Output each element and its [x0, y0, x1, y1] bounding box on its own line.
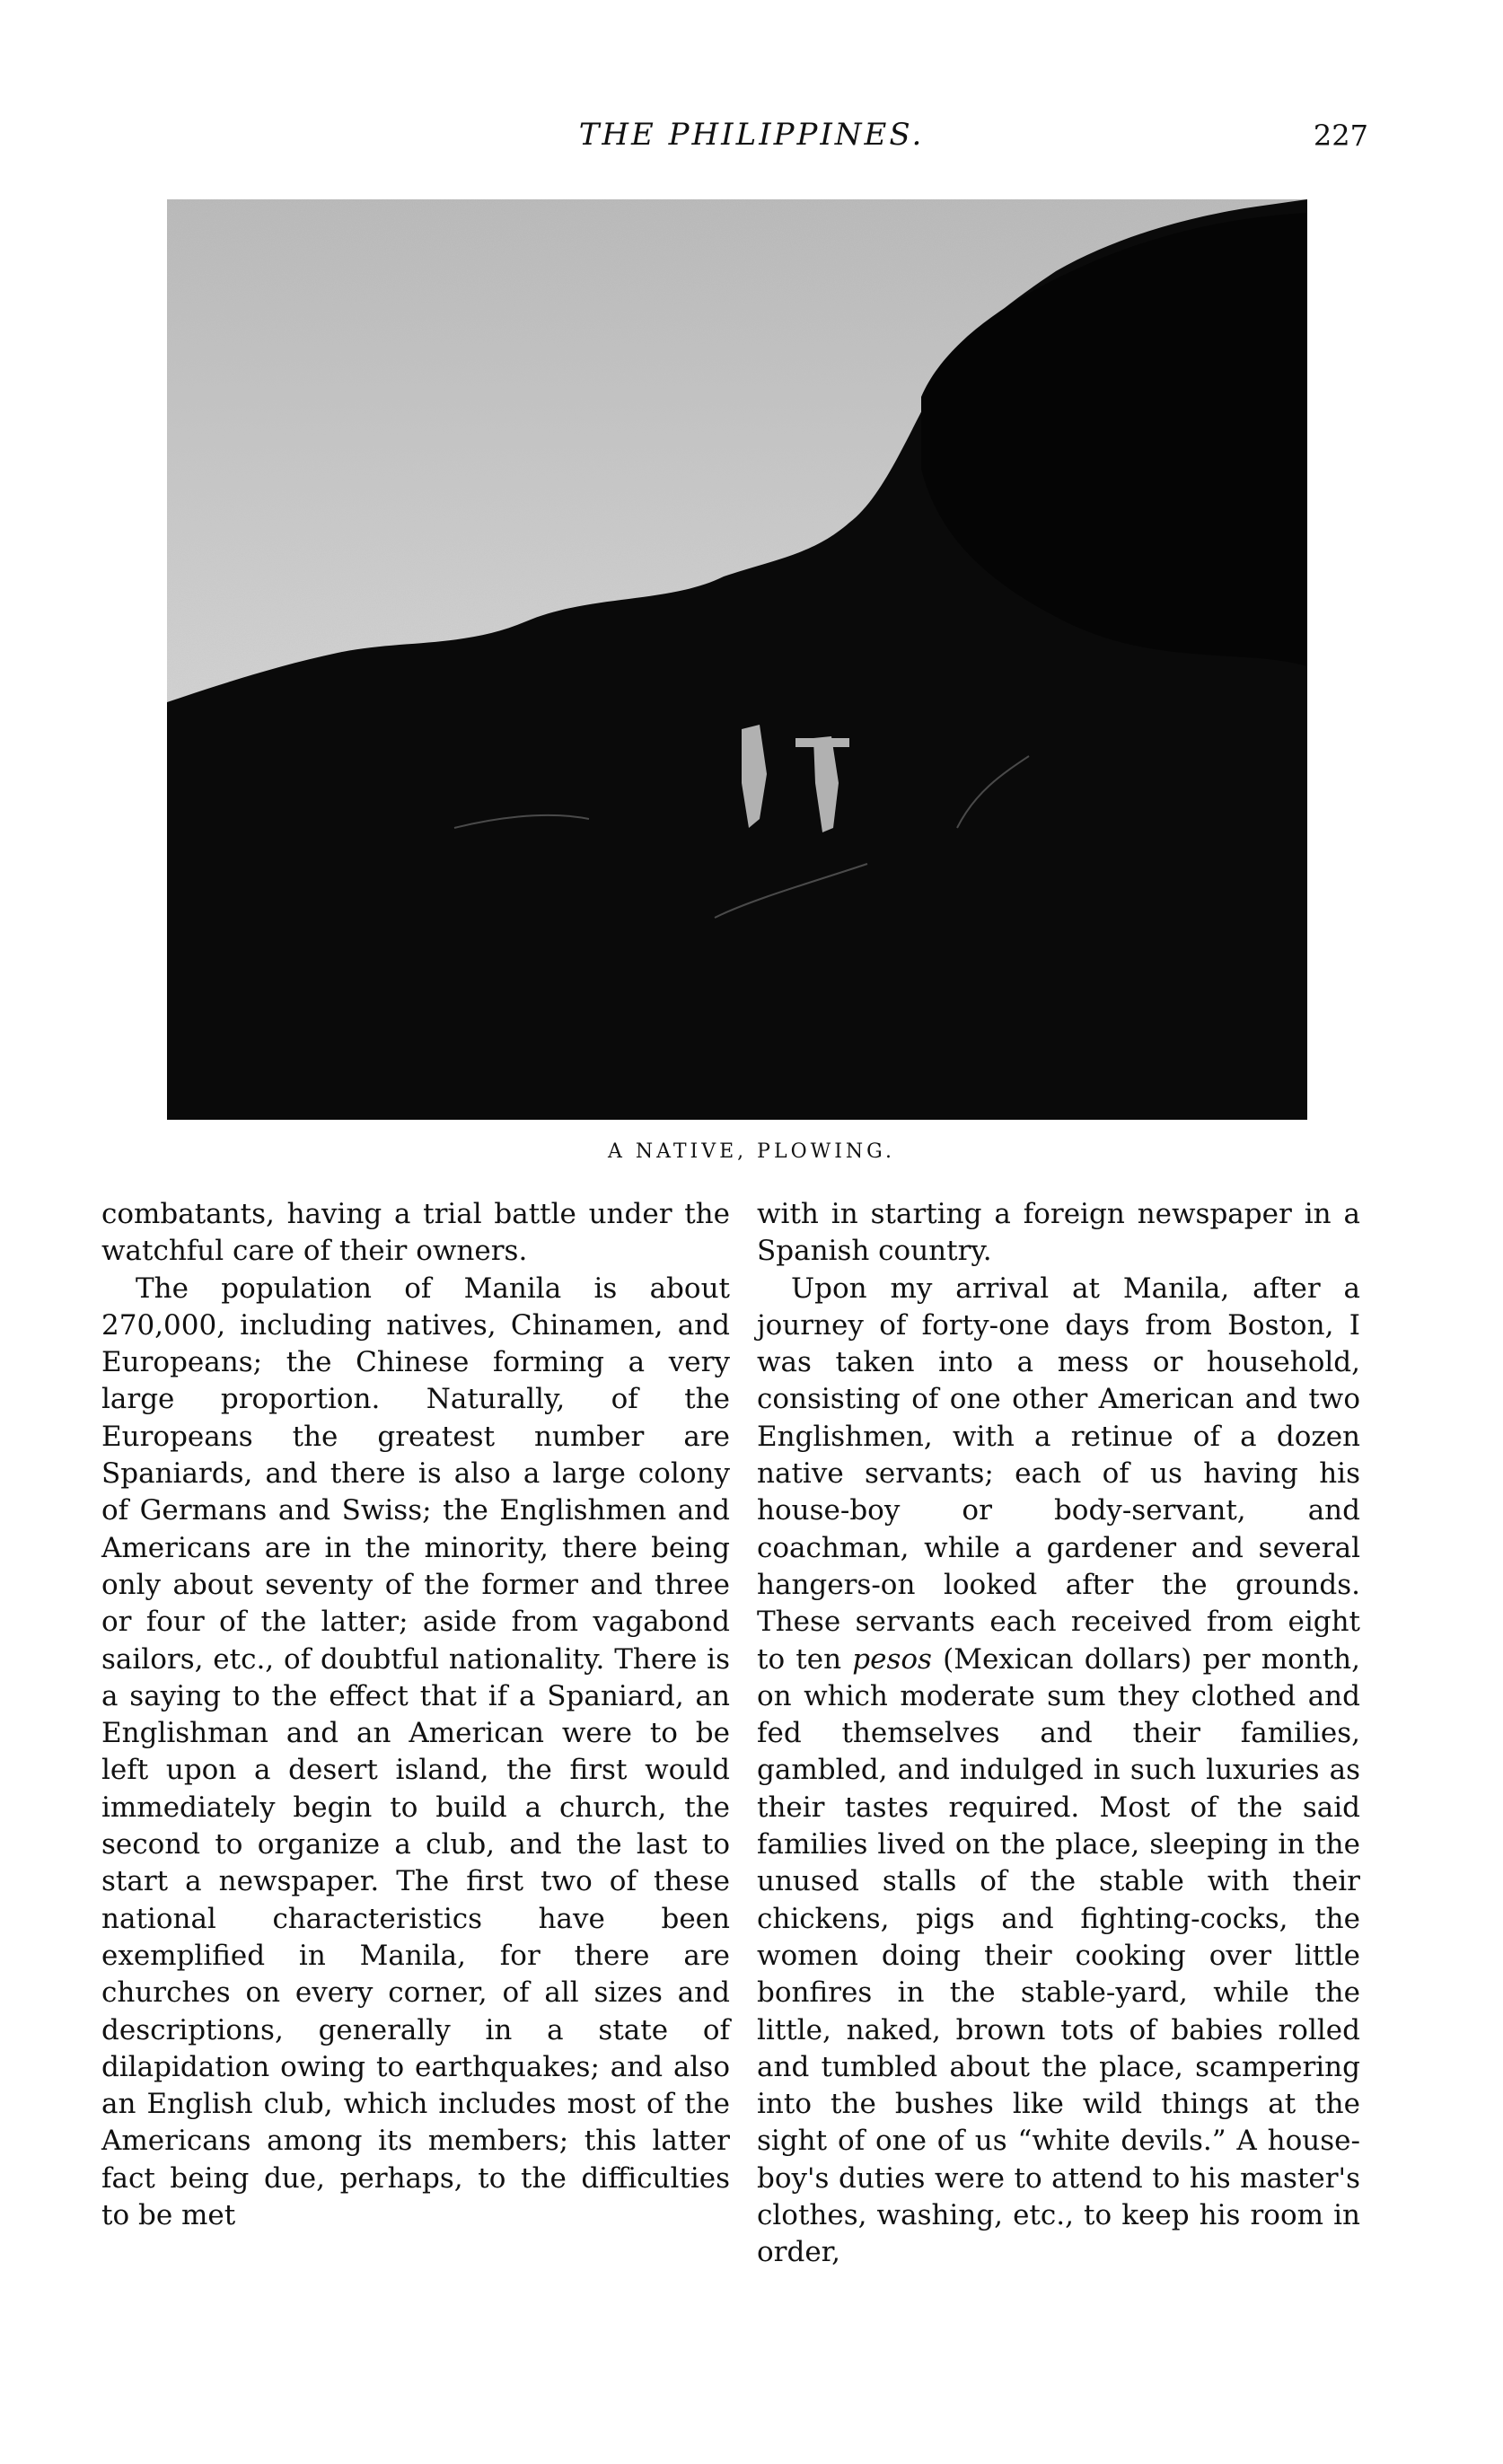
page-header: [0, 117, 1503, 162]
text-run: Upon my arrival at Manila, after a journey of forty-one days from Boston, I was taken into a mess or household, consisting of one other American and two Englishmen, with a retinue of a dozen native servants; each of us having his house-boy or body-servant, and coachman, while a gardener and several hangers-on looked after the grounds. These servants each received from eight to ten: [757, 1272, 1360, 1676]
text-column-left: [101, 1196, 730, 2234]
photograph-native-plowing: [167, 199, 1307, 1120]
text-run: (Mexican dollars) per month, on which moderate sum they clothed and fed themselves and their families, gambled, and indulged in such luxuries as their tastes required. Most of the said families lived on the place, sleeping in the unused stalls of the stable with their chickens, pigs and fighting-cocks, the women doing their cooking over little bonfires in the stable-yard, while the little, naked, brown tots of babies rolled and tumbled about the place, scampering into the bushes like wild things at the sight of one of us “white devils.” A house-boy's duties were to attend to his master's clothes, washing, etc., to keep his room in order,: [757, 1642, 1361, 2269]
figure-caption: A NATIVE, PLOWING.: [608, 1140, 895, 1163]
photograph-illustration: [167, 199, 1307, 1120]
italic-term-pesos: pesos: [852, 1642, 932, 1676]
paragraph: with in starting a foreign newspaper in a Spanish country.: [757, 1198, 1360, 1268]
text-column-right: [757, 1196, 1360, 2272]
paragraph: The population of Manila is about 270,000, including natives, Chinamen, and Europeans; the Chinese forming a very large proportion. Naturally, of the Europeans the greatest number are Spaniards, and there is also a large colony of Germans and Swiss; the Englishmen and Americans are in the minority, there being only about seventy of the former and three or four of the latter; aside from vagabond sailors, etc., of doubtful nationality. There is a saying to the effect that if a Spaniard, an Englishman and an American were to be left upon a desert island, the first would immediately begin to build a church, the second to organize a club, and the last to start a newspaper. The first two of these national characteristics have been exemplified in Manila, for there are churches on every corner, of all sizes and descriptions, generally in a state of dilapidation owing to earthquakes; and also an English club, which includes most of the Americans among its members; this latter fact being due, perhaps, to the difficulties to be met: [101, 1272, 730, 2232]
paragraph: [757, 1271, 1360, 2272]
page-number: 227: [1313, 119, 1368, 153]
running-title: THE PHILIPPINES.: [578, 117, 925, 153]
paragraph: combatants, having a trial battle under the watchful care of their owners.: [101, 1198, 730, 1268]
